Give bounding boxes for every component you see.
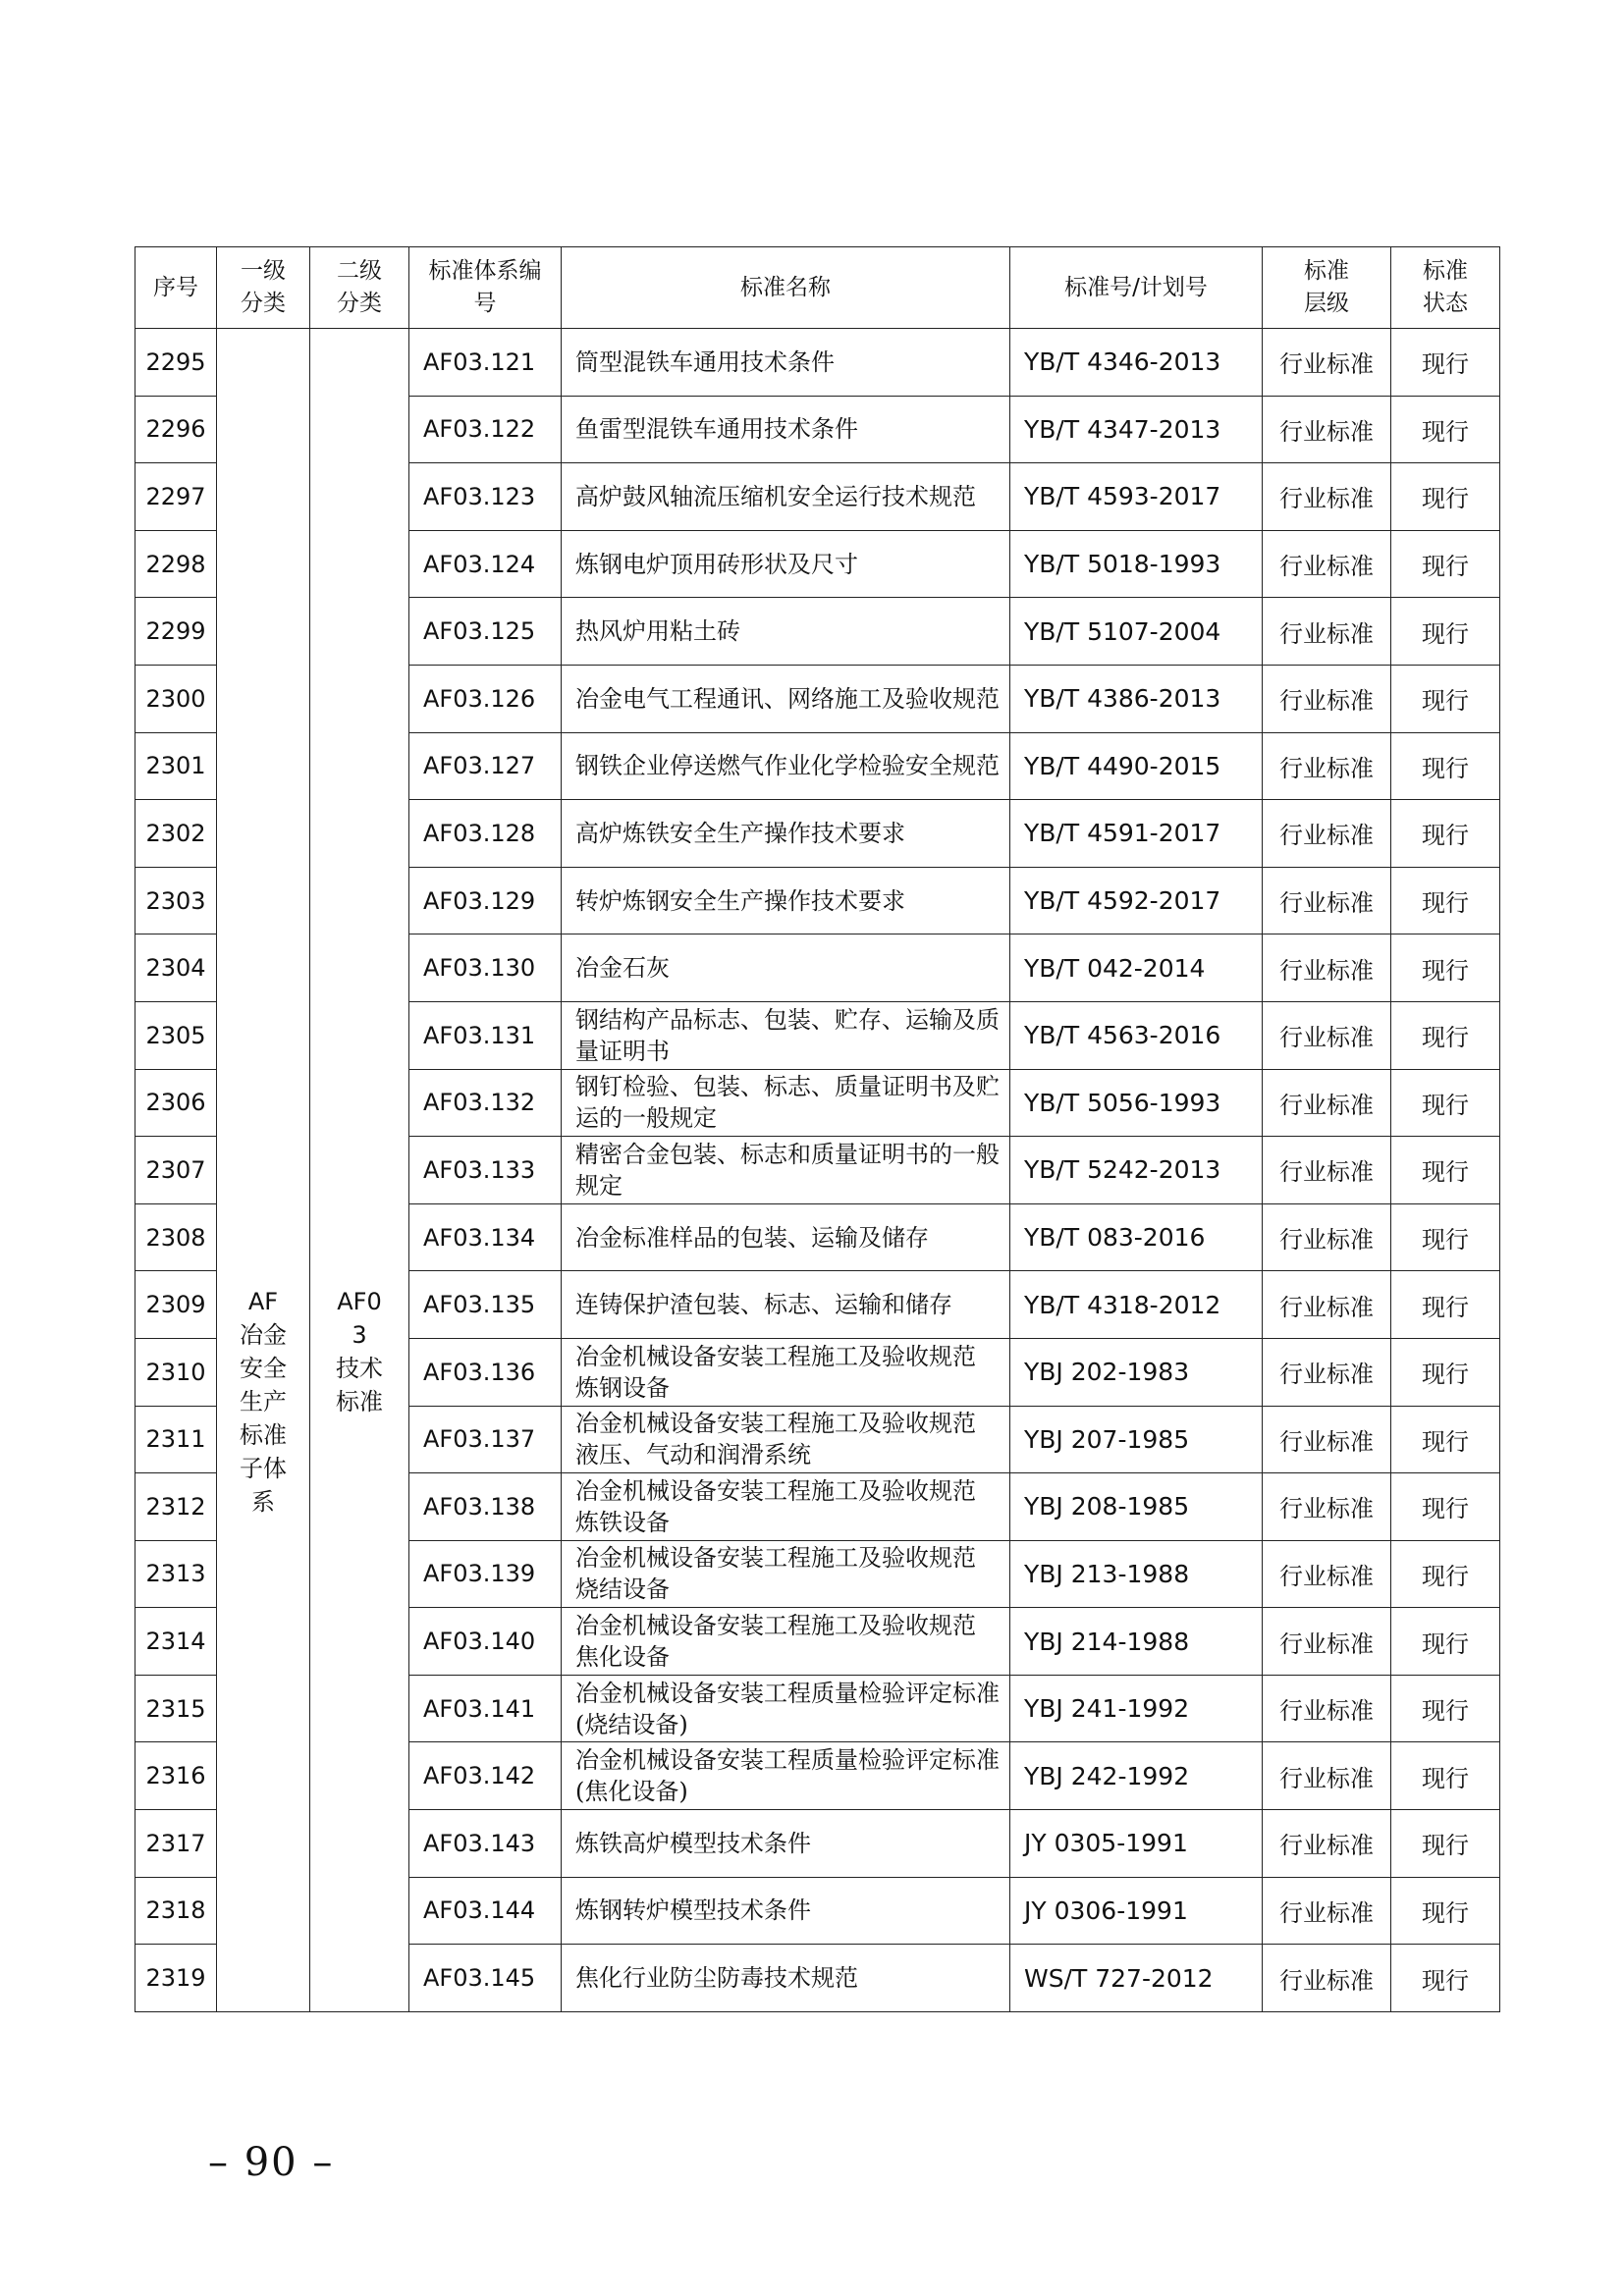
row-name: 高炉鼓风轴流压缩机安全运行技术规范 (562, 463, 1010, 531)
row-name: 炼钢电炉顶用砖形状及尺寸 (562, 530, 1010, 598)
row-stdno: YB/T 5107-2004 (1010, 598, 1263, 666)
row-seq: 2311 (135, 1406, 217, 1473)
header-name: 标准名称 (562, 247, 1010, 329)
row-level: 行业标准 (1263, 1810, 1391, 1878)
row-stdno: YBJ 242-1992 (1010, 1742, 1263, 1810)
row-name: 钢铁企业停送燃气作业化学检验安全规范 (562, 732, 1010, 800)
header-cat2: 二级分类 (310, 247, 409, 329)
row-level: 行业标准 (1263, 1945, 1391, 2012)
row-name: 鱼雷型混铁车通用技术条件 (562, 396, 1010, 463)
row-level: 行业标准 (1263, 1203, 1391, 1271)
row-level: 行业标准 (1263, 1001, 1391, 1069)
row-status: 现行 (1391, 800, 1500, 868)
row-level: 行业标准 (1263, 463, 1391, 531)
row-status: 现行 (1391, 329, 1500, 397)
row-stdno: YB/T 4386-2013 (1010, 665, 1263, 732)
row-seq: 2299 (135, 598, 217, 666)
table-row (135, 329, 1500, 397)
row-stdno: YB/T 4591-2017 (1010, 800, 1263, 868)
row-stdno: JY 0305-1991 (1010, 1810, 1263, 1878)
row-code: AF03.122 (409, 396, 562, 463)
row-status: 现行 (1391, 1742, 1500, 1810)
category-level2-cell (310, 329, 409, 2012)
row-stdno: WS/T 727-2012 (1010, 1945, 1263, 2012)
row-name: 钢钉检验、包装、标志、质量证明书及贮运的一般规定 (562, 1069, 1010, 1137)
row-status: 现行 (1391, 1406, 1500, 1473)
row-status: 现行 (1391, 1608, 1500, 1676)
row-seq: 2318 (135, 1877, 217, 1945)
row-level: 行业标准 (1263, 732, 1391, 800)
header-status: 标准状态 (1391, 247, 1500, 329)
row-code: AF03.121 (409, 329, 562, 397)
row-status: 现行 (1391, 1338, 1500, 1406)
row-code: AF03.134 (409, 1203, 562, 1271)
row-name: 炼钢转炉模型技术条件 (562, 1877, 1010, 1945)
row-seq: 2315 (135, 1675, 217, 1742)
row-name: 冶金石灰 (562, 934, 1010, 1002)
row-stdno: YBJ 207-1985 (1010, 1406, 1263, 1473)
row-code: AF03.138 (409, 1473, 562, 1541)
row-level: 行业标准 (1263, 1877, 1391, 1945)
row-stdno: YB/T 4563-2016 (1010, 1001, 1263, 1069)
table-body (135, 329, 1500, 2012)
row-name: 冶金机械设备安装工程施工及验收规范 炼钢设备 (562, 1338, 1010, 1406)
header-level: 标准层级 (1263, 247, 1391, 329)
row-stdno: YB/T 5242-2013 (1010, 1137, 1263, 1204)
row-name: 精密合金包装、标志和质量证明书的一般规定 (562, 1137, 1010, 1204)
row-seq: 2309 (135, 1271, 217, 1339)
row-code: AF03.127 (409, 732, 562, 800)
row-name: 高炉炼铁安全生产操作技术要求 (562, 800, 1010, 868)
row-stdno: YB/T 4490-2015 (1010, 732, 1263, 800)
row-status: 现行 (1391, 1069, 1500, 1137)
row-code: AF03.131 (409, 1001, 562, 1069)
row-code: AF03.130 (409, 934, 562, 1002)
header-seq: 序号 (135, 247, 217, 329)
row-code: AF03.135 (409, 1271, 562, 1339)
row-seq: 2304 (135, 934, 217, 1002)
row-code: AF03.140 (409, 1608, 562, 1676)
row-seq: 2307 (135, 1137, 217, 1204)
row-status: 现行 (1391, 598, 1500, 666)
row-name: 冶金机械设备安装工程施工及验收规范 烧结设备 (562, 1540, 1010, 1608)
row-seq: 2298 (135, 530, 217, 598)
row-code: AF03.124 (409, 530, 562, 598)
row-status: 现行 (1391, 1473, 1500, 1541)
table-header-row (135, 247, 1500, 329)
row-name: 连铸保护渣包装、标志、运输和储存 (562, 1271, 1010, 1339)
row-stdno: YB/T 042-2014 (1010, 934, 1263, 1002)
row-stdno: YB/T 083-2016 (1010, 1203, 1263, 1271)
row-seq: 2305 (135, 1001, 217, 1069)
row-seq: 2314 (135, 1608, 217, 1676)
header-stdno: 标准号/计划号 (1010, 247, 1263, 329)
row-code: AF03.145 (409, 1945, 562, 2012)
row-seq: 2296 (135, 396, 217, 463)
row-level: 行业标准 (1263, 329, 1391, 397)
row-status: 现行 (1391, 1203, 1500, 1271)
row-status: 现行 (1391, 396, 1500, 463)
row-level: 行业标准 (1263, 1608, 1391, 1676)
row-name: 焦化行业防尘防毒技术规范 (562, 1945, 1010, 2012)
row-code: AF03.126 (409, 665, 562, 732)
row-code: AF03.123 (409, 463, 562, 531)
row-status: 现行 (1391, 530, 1500, 598)
row-name: 钢结构产品标志、包装、贮存、运输及质量证明书 (562, 1001, 1010, 1069)
row-level: 行业标准 (1263, 530, 1391, 598)
row-status: 现行 (1391, 934, 1500, 1002)
row-code: AF03.133 (409, 1137, 562, 1204)
row-level: 行业标准 (1263, 598, 1391, 666)
row-code: AF03.129 (409, 867, 562, 934)
row-name: 冶金机械设备安装工程施工及验收规范 焦化设备 (562, 1608, 1010, 1676)
row-name: 冶金标准样品的包装、运输及储存 (562, 1203, 1010, 1271)
row-level: 行业标准 (1263, 1069, 1391, 1137)
row-code: AF03.139 (409, 1540, 562, 1608)
row-code: AF03.125 (409, 598, 562, 666)
row-status: 现行 (1391, 1540, 1500, 1608)
row-level: 行业标准 (1263, 1338, 1391, 1406)
row-name: 转炉炼钢安全生产操作技术要求 (562, 867, 1010, 934)
row-seq: 2313 (135, 1540, 217, 1608)
row-status: 现行 (1391, 732, 1500, 800)
row-stdno: YBJ 208-1985 (1010, 1473, 1263, 1541)
row-stdno: YB/T 4593-2017 (1010, 463, 1263, 531)
row-level: 行业标准 (1263, 934, 1391, 1002)
category-level1 (238, 1285, 290, 1519)
row-stdno: YB/T 5018-1993 (1010, 530, 1263, 598)
row-stdno: YBJ 214-1988 (1010, 1608, 1263, 1676)
row-status: 现行 (1391, 665, 1500, 732)
row-level: 行业标准 (1263, 665, 1391, 732)
row-seq: 2300 (135, 665, 217, 732)
row-name: 冶金机械设备安装工程施工及验收规范 液压、气动和润滑系统 (562, 1406, 1010, 1473)
header-cat1: 一级分类 (217, 247, 310, 329)
row-name: 炼铁高炉模型技术条件 (562, 1810, 1010, 1878)
row-stdno: YB/T 4346-2013 (1010, 329, 1263, 397)
row-level: 行业标准 (1263, 1675, 1391, 1742)
row-seq: 2316 (135, 1742, 217, 1810)
row-level: 行业标准 (1263, 1406, 1391, 1473)
row-code: AF03.142 (409, 1742, 562, 1810)
row-status: 现行 (1391, 1675, 1500, 1742)
row-level: 行业标准 (1263, 1742, 1391, 1810)
row-seq: 2317 (135, 1810, 217, 1878)
row-level: 行业标准 (1263, 867, 1391, 934)
row-stdno: YBJ 202-1983 (1010, 1338, 1263, 1406)
row-seq: 2295 (135, 329, 217, 397)
row-seq: 2306 (135, 1069, 217, 1137)
row-status: 现行 (1391, 1137, 1500, 1204)
row-code: AF03.141 (409, 1675, 562, 1742)
row-name: 热风炉用粘土砖 (562, 598, 1010, 666)
row-level: 行业标准 (1263, 1473, 1391, 1541)
row-name: 冶金机械设备安装工程质量检验评定标准(焦化设备) (562, 1742, 1010, 1810)
category-level2 (334, 1285, 386, 1418)
row-stdno: YBJ 241-1992 (1010, 1675, 1263, 1742)
row-stdno: YB/T 4592-2017 (1010, 867, 1263, 934)
row-stdno: YB/T 5056-1993 (1010, 1069, 1263, 1137)
header-code: 标准体系编号 (409, 247, 562, 329)
page-number: – 90 – (208, 2140, 335, 2185)
category-level2-code: AF03 (337, 1287, 382, 1349)
category-level1-name: 冶金安全生产标准子体系 (239, 1320, 287, 1516)
row-seq: 2301 (135, 732, 217, 800)
category-level1-code: AF (247, 1287, 279, 1315)
row-seq: 2303 (135, 867, 217, 934)
category-level2-name: 技术标准 (335, 1354, 383, 1415)
row-code: AF03.143 (409, 1810, 562, 1878)
row-status: 现行 (1391, 1271, 1500, 1339)
row-seq: 2297 (135, 463, 217, 531)
row-code: AF03.132 (409, 1069, 562, 1137)
row-code: AF03.136 (409, 1338, 562, 1406)
row-name: 冶金机械设备安装工程施工及验收规范 炼铁设备 (562, 1473, 1010, 1541)
row-status: 现行 (1391, 1810, 1500, 1878)
row-stdno: JY 0306-1991 (1010, 1877, 1263, 1945)
row-seq: 2302 (135, 800, 217, 868)
row-stdno: YBJ 213-1988 (1010, 1540, 1263, 1608)
row-seq: 2308 (135, 1203, 217, 1271)
row-seq: 2312 (135, 1473, 217, 1541)
row-level: 行业标准 (1263, 800, 1391, 868)
category-level1-cell (217, 329, 310, 2012)
row-name: 冶金电气工程通讯、网络施工及验收规范 (562, 665, 1010, 732)
row-seq: 2310 (135, 1338, 217, 1406)
standards-table (135, 246, 1500, 2012)
row-name: 筒型混铁车通用技术条件 (562, 329, 1010, 397)
row-code: AF03.137 (409, 1406, 562, 1473)
row-stdno: YB/T 4318-2012 (1010, 1271, 1263, 1339)
row-name: 冶金机械设备安装工程质量检验评定标准(烧结设备) (562, 1675, 1010, 1742)
row-seq: 2319 (135, 1945, 217, 2012)
row-status: 现行 (1391, 1001, 1500, 1069)
row-code: AF03.128 (409, 800, 562, 868)
row-status: 现行 (1391, 1945, 1500, 2012)
row-level: 行业标准 (1263, 1271, 1391, 1339)
row-status: 现行 (1391, 1877, 1500, 1945)
row-code: AF03.144 (409, 1877, 562, 1945)
row-level: 行业标准 (1263, 1540, 1391, 1608)
row-status: 现行 (1391, 867, 1500, 934)
row-stdno: YB/T 4347-2013 (1010, 396, 1263, 463)
row-status: 现行 (1391, 463, 1500, 531)
row-level: 行业标准 (1263, 396, 1391, 463)
row-level: 行业标准 (1263, 1137, 1391, 1204)
